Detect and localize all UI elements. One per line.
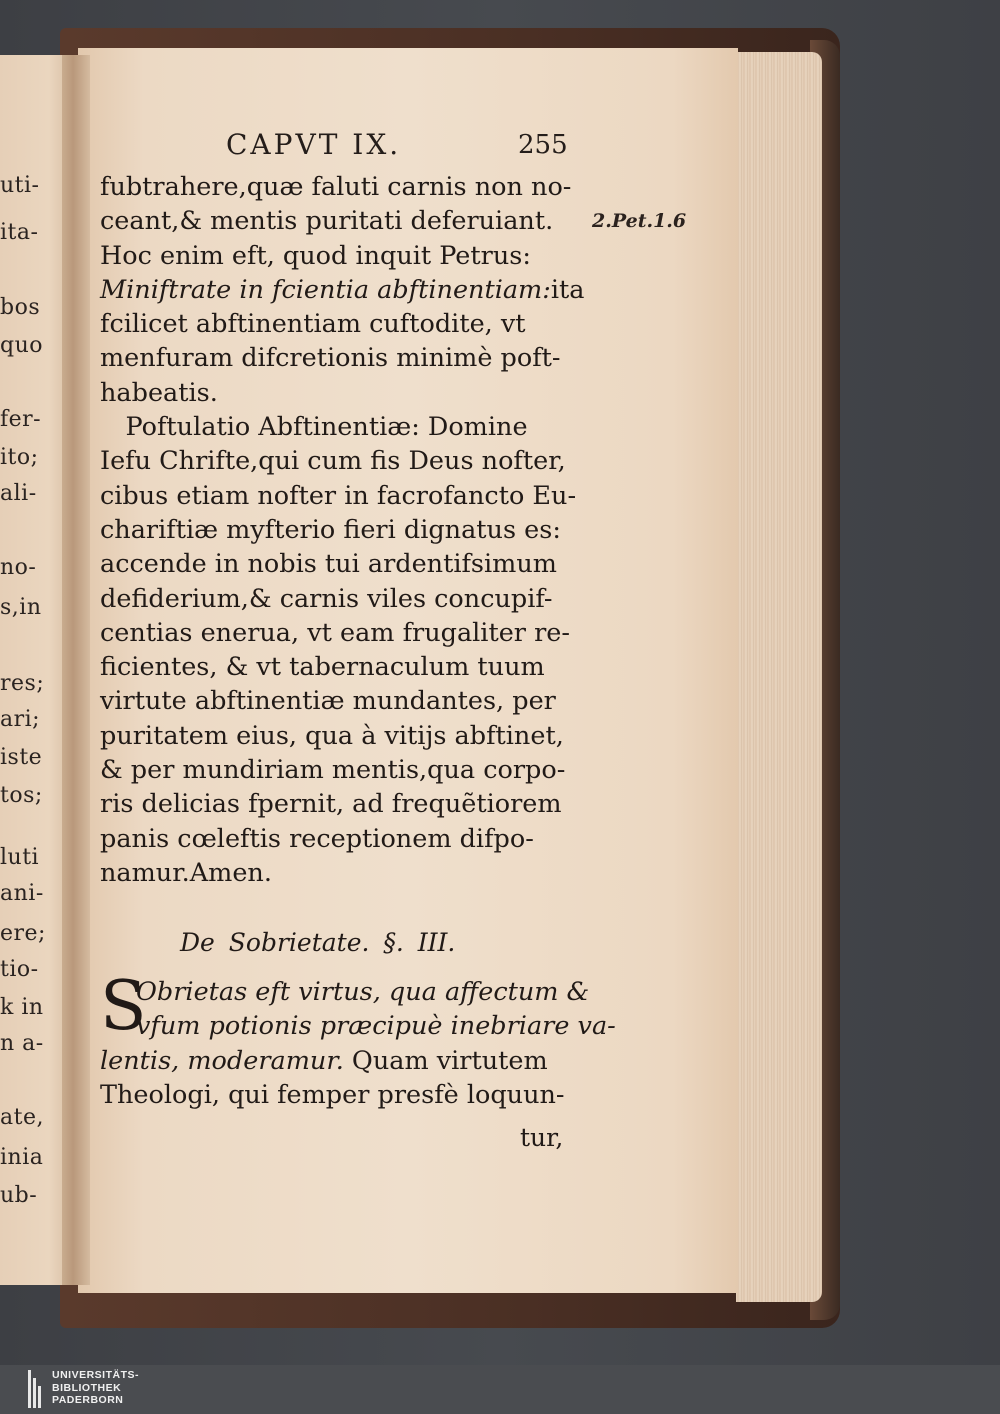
logo-line-3: PADERBORN [52, 1394, 124, 1406]
text-line: habeatis. [100, 377, 218, 408]
left-margin-fragment: tos; [0, 783, 43, 808]
left-margin-fragment: ate, [0, 1105, 44, 1130]
left-margin-fragment: no- [0, 555, 37, 580]
marginal-note: 2.Pet.1.6 [592, 210, 687, 232]
text-line: Poftulatio Abftinentiæ: Domine [100, 412, 528, 443]
text-line: defiderium,& carnis viles concupif- [100, 583, 553, 614]
left-margin-fragment: uti- [0, 173, 40, 198]
left-margin-fragment: ito; [0, 445, 39, 470]
text-line: virtute abftinentiæ mundantes, per [100, 686, 556, 717]
text-line: lentis, moderamur. Quam virtutem [100, 1045, 548, 1076]
text-line: puritatem eius, qua à vitijs abftinet, [100, 720, 564, 751]
text-line: Theologi, qui femper presfè loquun- [100, 1079, 565, 1110]
left-margin-fragment: ani- [0, 881, 44, 906]
text-line: ris delicias fpernit, ad frequẽtiorem [100, 789, 562, 820]
paragraph-sobrietate [100, 967, 616, 1112]
catchword: tur, [520, 1123, 564, 1152]
text-line: ceant,& mentis puritati deferuiant. [100, 206, 554, 237]
text-line: centias enerua, vt eam frugaliter re- [100, 617, 570, 648]
text-line: fcilicet abftinentiam cuftodite, vt [100, 309, 526, 340]
paragraph-1 [100, 170, 585, 890]
text-line: accende in nobis tui ardentifsimum [100, 549, 557, 580]
text-line: namur.Amen. [100, 857, 272, 888]
text-line: & per mundiriam mentis,qua corpo- [100, 755, 566, 786]
section-heading: De Sobrietate. §. III. [180, 928, 456, 957]
left-margin-fragment: ali- [0, 481, 37, 506]
book-gutter [62, 55, 90, 1285]
left-margin-fragment: res; [0, 671, 45, 696]
left-margin-fragment: iste [0, 745, 43, 770]
left-page [0, 55, 70, 1285]
page-fore-edge [736, 52, 822, 1302]
left-margin-fragment: fer- [0, 407, 42, 432]
page-number: 255 [518, 130, 568, 160]
text-line: Hoc enim eft, quod inquit Petrus: [100, 240, 531, 271]
text-line: Iefu Chrifte,qui cum fis Deus nofter, [100, 446, 566, 477]
footer-bar [0, 1365, 1000, 1414]
text-line: fubtrahere,quæ faluti carnis non no- [100, 172, 572, 202]
left-margin-fragment: inia [0, 1145, 44, 1170]
text-line: cibus etiam nofter in facrofancto Eu- [100, 480, 577, 511]
left-margin-fragment: luti [0, 845, 40, 870]
left-page-text-fragments [0, 55, 70, 1285]
library-logo-text [52, 1369, 139, 1407]
left-margin-fragment: k in [0, 995, 44, 1020]
left-margin-fragment: ita- [0, 220, 39, 245]
left-margin-fragment: ari; [0, 707, 41, 732]
left-margin-fragment: n a- [0, 1031, 44, 1056]
left-margin-fragment: ere; [0, 921, 46, 946]
text-line: Obrietas eft virtus, qua affectum & [136, 977, 590, 1007]
left-margin-fragment: s,in [0, 595, 42, 620]
logo-line-2: BIBLIOTHEK [52, 1381, 122, 1394]
text-line: menfuram difcretionis minimè poft- [100, 343, 561, 374]
drop-capital: S [100, 967, 147, 1046]
left-margin-fragment: ub- [0, 1183, 38, 1208]
text-line: chariftiæ myfterio fieri dignatus es: [100, 514, 561, 545]
text-line: Miniftrate in fcientia abftinentiam:ita [100, 274, 585, 305]
text-line: panis cœleftis receptionem difpo- [100, 823, 534, 854]
running-head: CAPVT IX. [226, 128, 402, 161]
text-line: vfum potionis præcipuè inebriare va- [136, 1011, 616, 1042]
left-margin-fragment: tio- [0, 957, 39, 982]
logo-line-1: UNIVERSITÄTS- [52, 1369, 140, 1381]
text-line: ficientes, & vt tabernaculum tuum [100, 652, 545, 683]
left-margin-fragment: bos [0, 295, 41, 320]
left-margin-fragment: quo [0, 333, 43, 358]
library-logo-icon [28, 1370, 44, 1408]
